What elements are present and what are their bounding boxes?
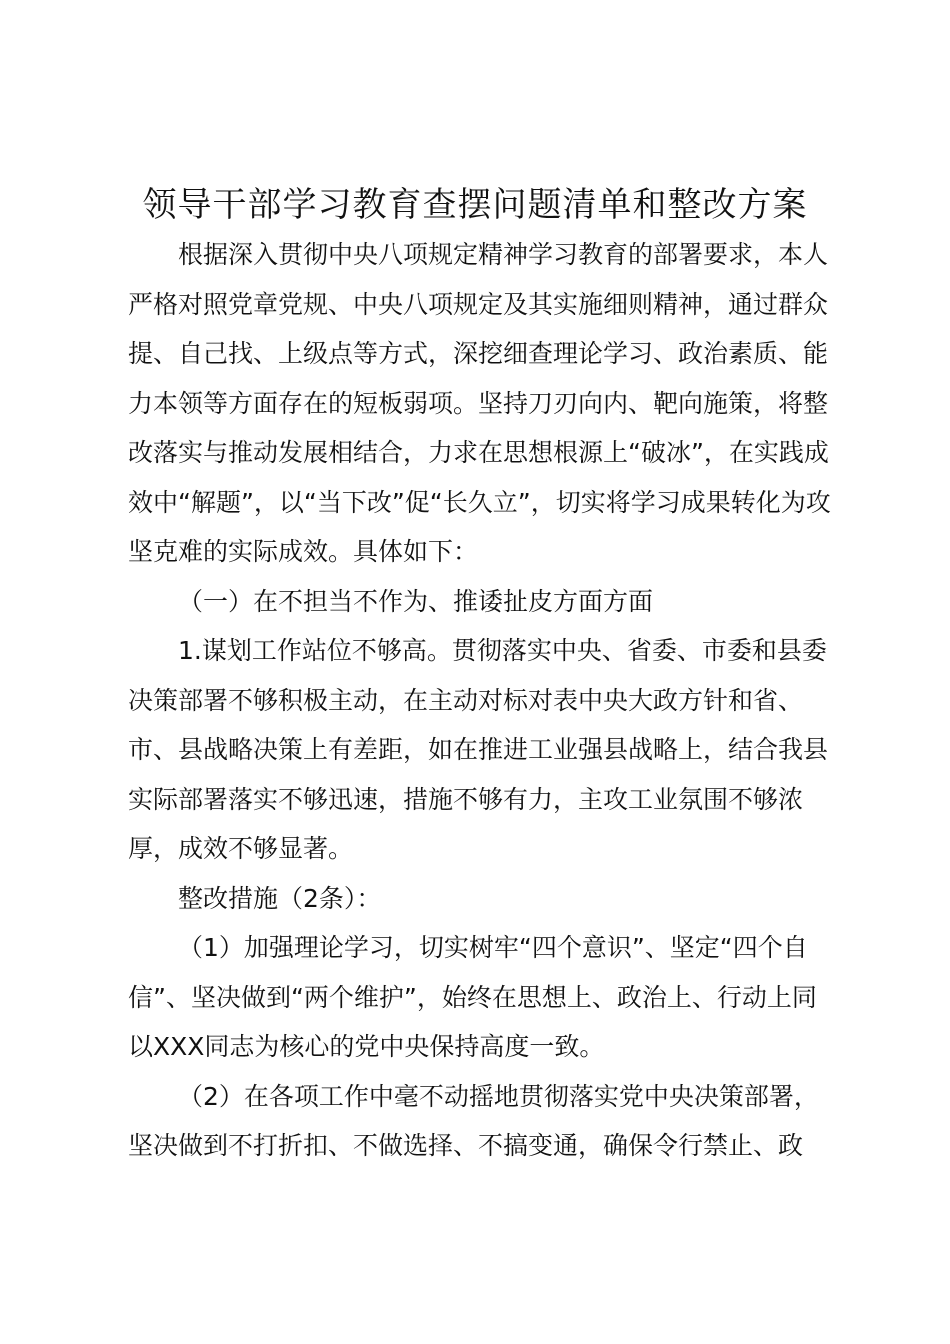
intro-paragraph: 根据深入贯彻中央八项规定精神学习教育的部署要求，本人严格对照党章党规、中央八项规定及其实施细则精神，通过群众提、自己找、上级点等方式，深挖细查理论学习、政治素质、能力本领等方面存在的短板弱项。坚持刀刃向内、靶向施策，将整改落实与推动发展相结合，力求在思想根源上“破冰”，在实践成效中“解题”，以“当下改”促“长久立”，切实将学习成果转化为攻坚克难的实际成效。具体如下： bbox=[128, 240, 831, 566]
document-title: 领导干部学习教育查摆问题清单和整改方案 bbox=[142, 185, 808, 225]
document-body bbox=[128, 230, 838, 1171]
section-heading: （一）在不担当不作为、推诿扯皮方面方面 bbox=[178, 586, 654, 616]
measure-item-1: （1）加强理论学习，切实树牢“四个意识”、坚定“四个自信”、坚决做到“两个维护”，始终在思想上、政治上、行动上同以XXX同志为核心的党中央保持高度一致。 bbox=[128, 933, 817, 1061]
measures-heading: 整改措施（2条）： bbox=[178, 883, 382, 913]
issue-paragraph: 1.谋划工作站位不够高。贯彻落实中央、省委、市委和县委决策部署不够积极主动，在主动对标对表中央大政方针和省、市、县战略决策上有差距，如在推进工业强县战略上，结合我县实际部署落实不够迅速，措施不够有力，主攻工业氛围不够浓厚，成效不够显著。 bbox=[128, 636, 829, 863]
measure-item-2: （2）在各项工作中毫不动摇地贯彻落实党中央决策部署，坚决做到不打折扣、不做选择、不搞变通，确保令行禁止、政 bbox=[128, 1081, 819, 1160]
